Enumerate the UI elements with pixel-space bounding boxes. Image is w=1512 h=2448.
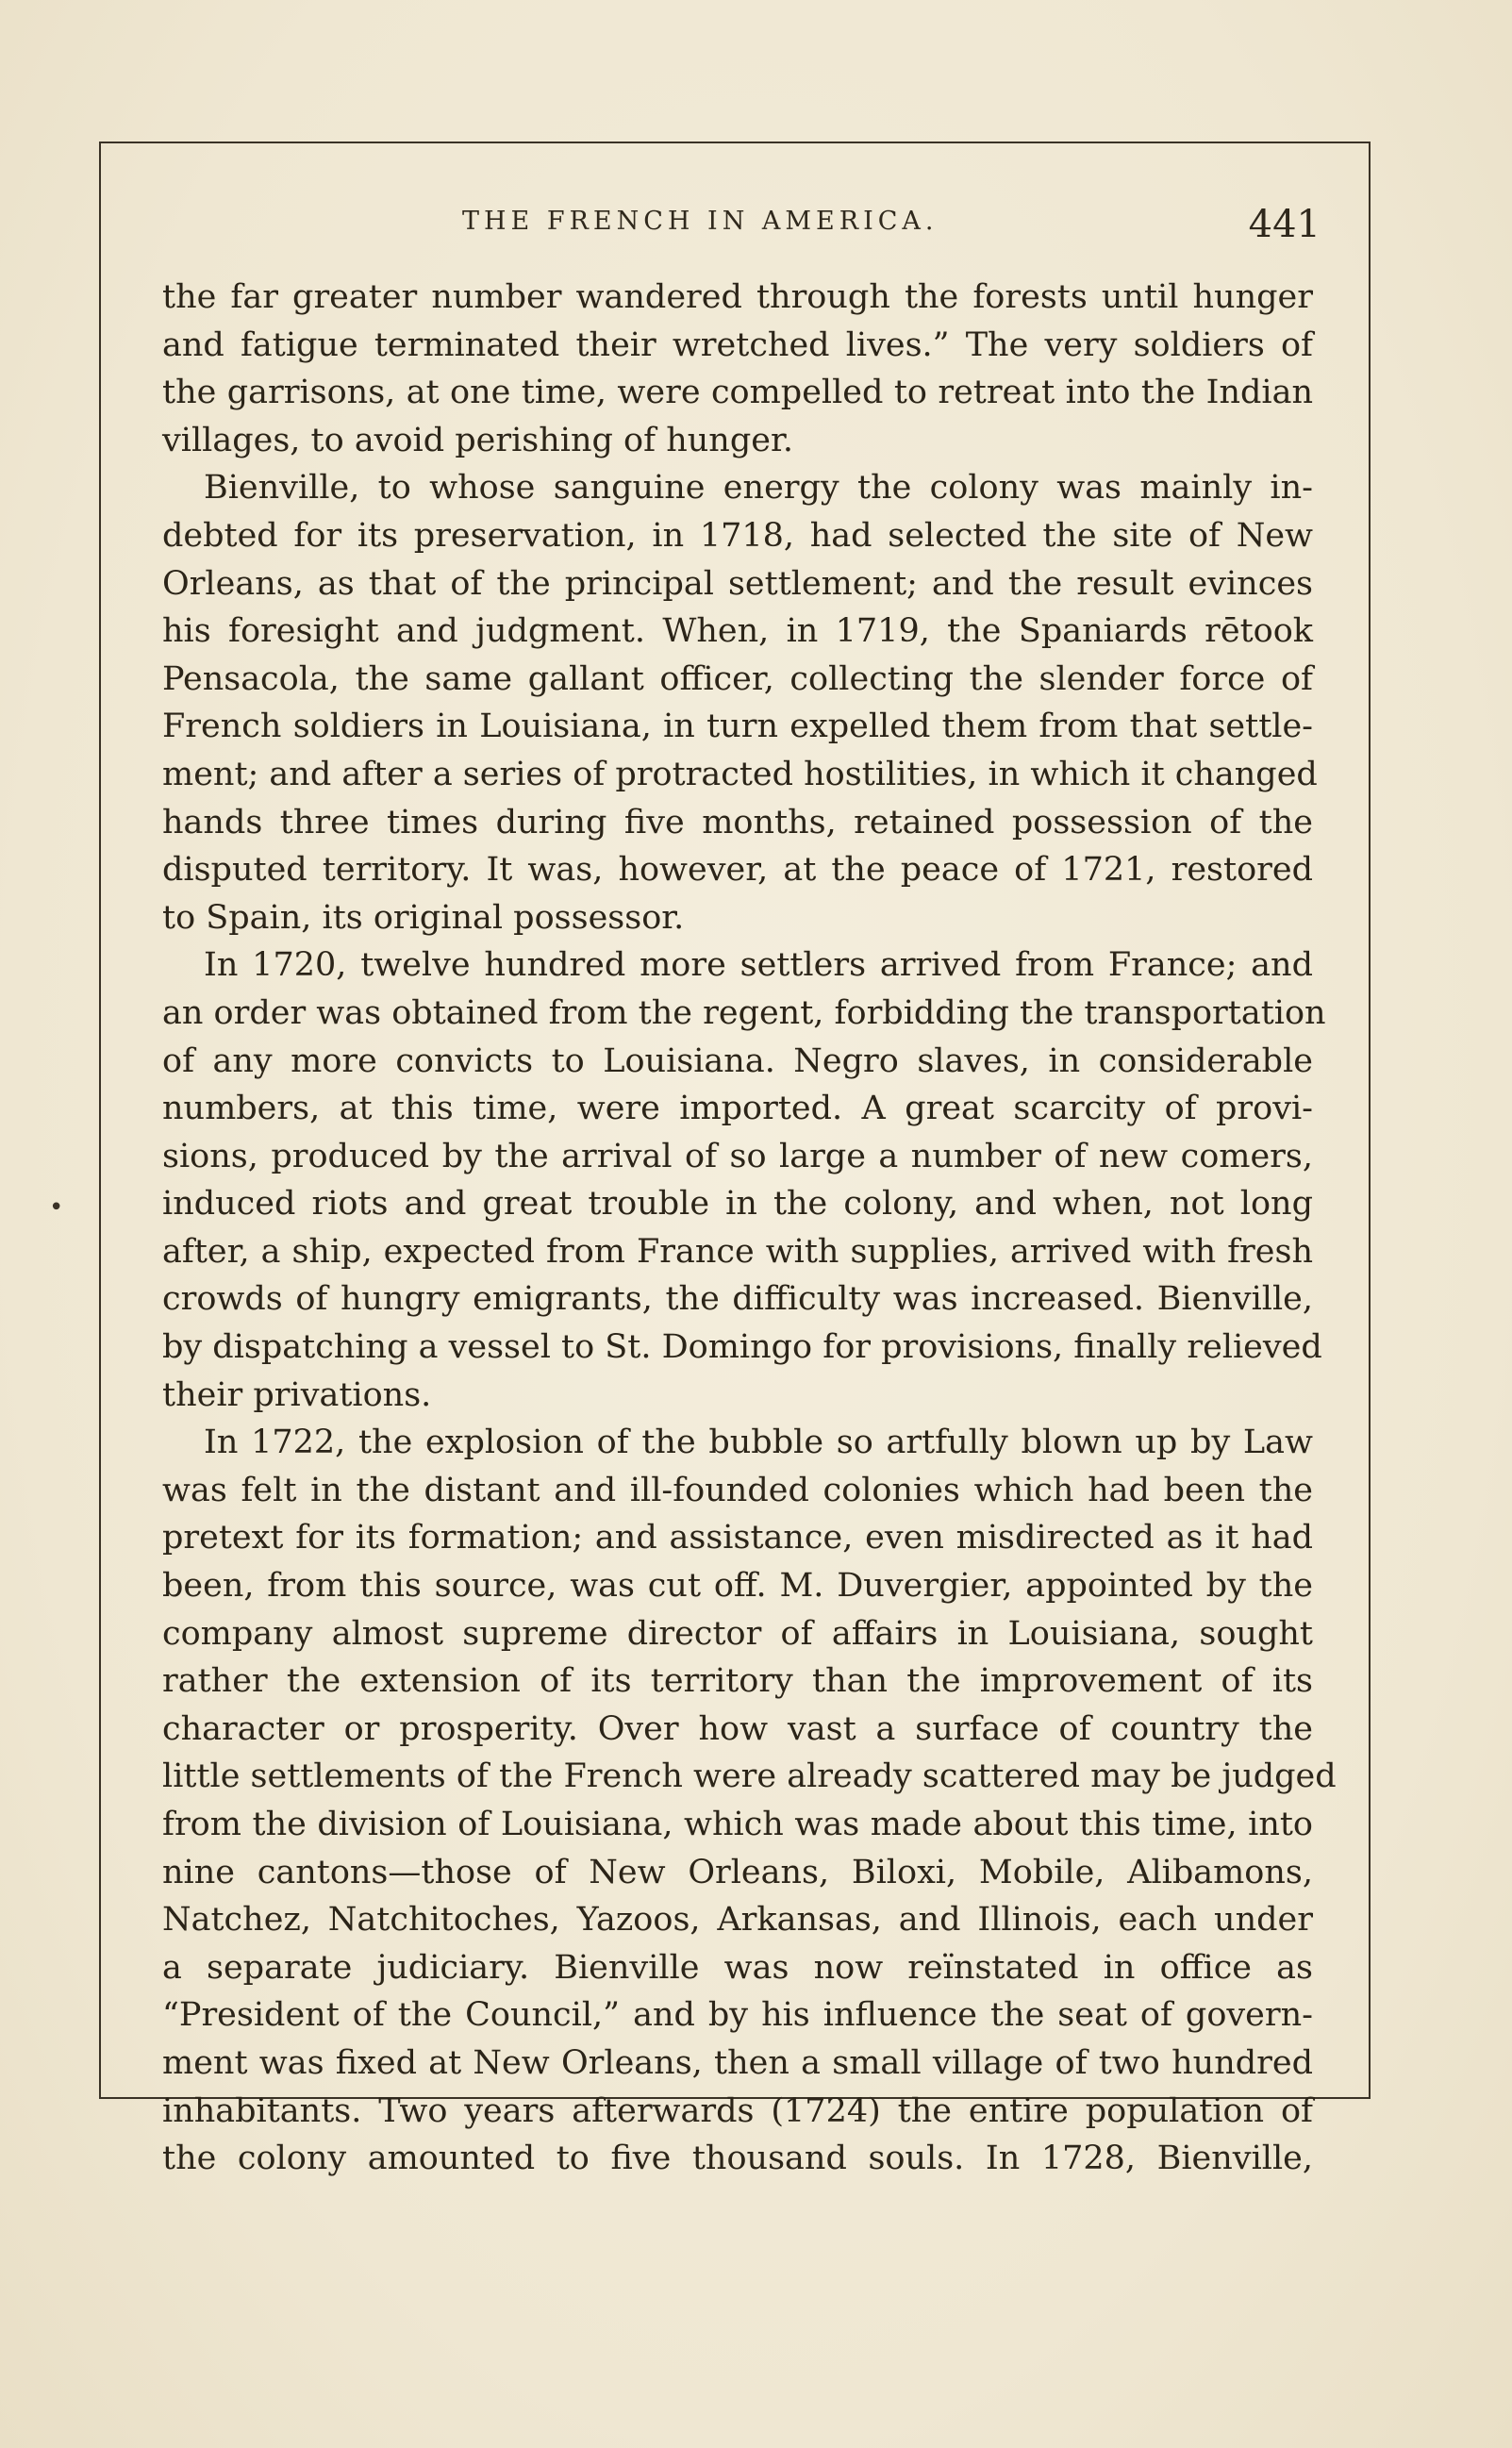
page-number: 441 bbox=[1248, 203, 1321, 246]
text-line: after, a ship, expected from France with supplies, arrived with fresh bbox=[162, 1232, 1313, 1271]
text-line: by dispatching a vessel to St. Domingo for provisions, finally relieved bbox=[162, 1328, 1322, 1367]
text-line: ment; and after a series of protracted hostilities, in which it changed bbox=[162, 755, 1318, 793]
text-line: sions, produced by the arrival of so large a number of new comers, bbox=[162, 1137, 1313, 1175]
text-line: an order was obtained from the regent, forbidding the transportation bbox=[162, 993, 1326, 1032]
text-line: inhabitants. Two years afterwards (1724) the entire population of bbox=[162, 2091, 1313, 2130]
running-head bbox=[160, 203, 1321, 259]
running-title: THE FRENCH IN AMERICA. bbox=[462, 207, 939, 236]
text-line: numbers, at this time, were imported. A great scarcity of provi- bbox=[162, 1090, 1313, 1128]
text-line: the far greater number wandered through the forests until hunger bbox=[162, 278, 1313, 316]
text-line: pretext for its formation; and assistance, even misdirected as it had bbox=[162, 1519, 1313, 1557]
text-line: debted for its preservation, in 1718, had selected the site of New bbox=[162, 516, 1313, 555]
text-line: French soldiers in Louisiana, in turn expelled them from that settle- bbox=[162, 708, 1313, 746]
text-line: their privations. bbox=[162, 1375, 432, 1414]
text-line: crowds of hungry emigrants, the difficulty was increased. Bienville, bbox=[162, 1280, 1313, 1319]
text-line: disputed territory. It was, however, at the peace of 1721, restored bbox=[162, 851, 1313, 890]
text-line: company almost supreme director of affairs in Louisiana, sought bbox=[162, 1614, 1313, 1653]
text-line: and fatigue terminated their wretched lives.” The very soldiers of bbox=[162, 325, 1313, 364]
text-line: to Spain, its original possessor. bbox=[162, 898, 685, 937]
text-line: In 1720, twelve hundred more settlers arrived from France; and bbox=[204, 946, 1313, 985]
text-line: “President of the Council,” and by his influence the seat of govern- bbox=[162, 1996, 1313, 2035]
text-line: Bienville, to whose sanguine energy the colony was mainly in- bbox=[204, 469, 1313, 508]
text-line: been, from this source, was cut off. M. Duvergier, appointed by the bbox=[162, 1567, 1313, 1606]
text-line: nine cantons—those of New Orleans, Biloxi, Mobile, Alibamons, bbox=[162, 1853, 1313, 1891]
text-line: the colony amounted to five thousand souls. In 1728, Bienville, bbox=[162, 2140, 1313, 2178]
text-line: In 1722, the explosion of the bubble so artfully blown up by Law bbox=[204, 1424, 1313, 1462]
text-line: character or prosperity. Over how vast a surface of country the bbox=[162, 1709, 1313, 1748]
text-line: a separate judiciary. Bienville was now reïnstated in office as bbox=[162, 1948, 1313, 1987]
text-line: his foresight and judgment. When, in 1719, the Spaniards rētook bbox=[162, 612, 1313, 651]
body-text bbox=[162, 274, 1337, 2183]
text-line: was felt in the distant and ill-founded colonies which had been the bbox=[162, 1471, 1313, 1509]
text-line: little settlements of the French were already scattered may be judged bbox=[162, 1757, 1337, 1796]
margin-bullet-mark: • bbox=[49, 1193, 64, 1222]
text-line: the garrisons, at one time, were compelled to retreat into the Indian bbox=[162, 374, 1313, 412]
text-line: hands three times during five months, retained possession of the bbox=[162, 803, 1313, 841]
text-line: villages, to avoid perishing of hunger. bbox=[162, 421, 793, 459]
text-line: of any more convicts to Louisiana. Negro slaves, in considerable bbox=[162, 1041, 1313, 1080]
text-line: rather the extension of its territory than the improvement of its bbox=[162, 1662, 1313, 1701]
text-line: Orleans, as that of the principal settlement; and the result evinces bbox=[162, 564, 1313, 603]
text-line: Natchez, Natchitoches, Yazoos, Arkansas, and Illinois, each under bbox=[162, 1901, 1313, 1940]
text-line: Pensacola, the same gallant officer, collecting the slender force of bbox=[162, 659, 1313, 698]
text-line: ment was fixed at New Orleans, then a small village of two hundred bbox=[162, 2043, 1313, 2082]
text-line: induced riots and great trouble in the colony, and when, not long bbox=[162, 1185, 1313, 1224]
text-line: from the division of Louisiana, which was made about this time, into bbox=[162, 1806, 1313, 1843]
